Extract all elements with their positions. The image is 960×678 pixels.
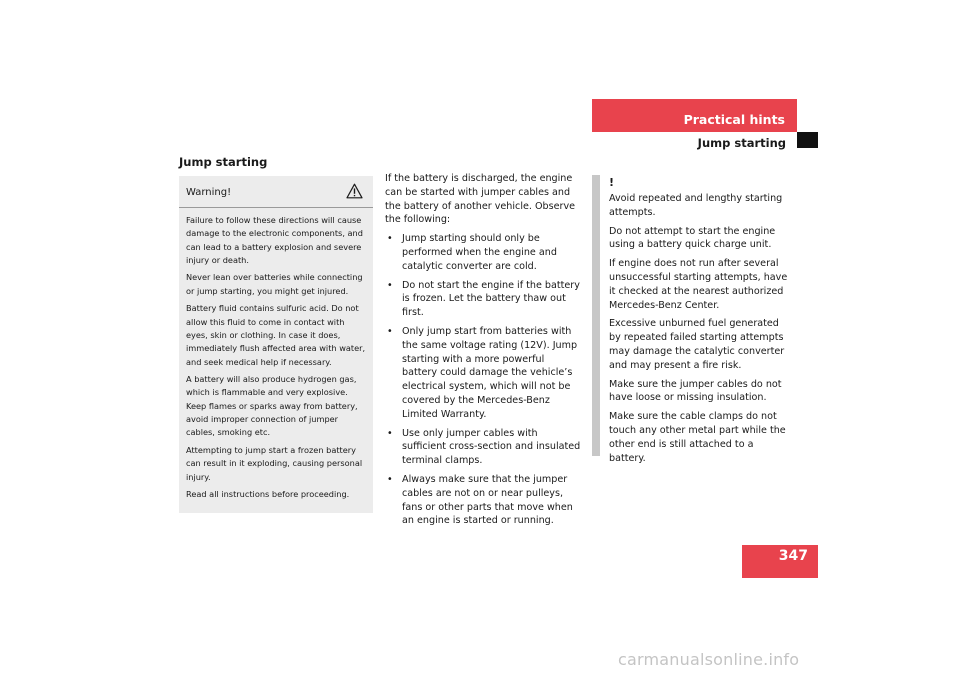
bullet-icon: • <box>387 325 393 337</box>
page-number: 347 <box>778 548 808 564</box>
bullet-icon: • <box>387 279 393 291</box>
list-item-text: Use only jumper cables with sufficient cross-section and insulated terminal clamps. <box>402 427 581 467</box>
main-text-column <box>385 172 582 533</box>
header-marker-block <box>797 132 818 148</box>
list-item <box>385 473 582 528</box>
chapter-header-bar <box>592 99 797 132</box>
note-body <box>609 192 792 470</box>
warning-body <box>179 208 373 501</box>
chapter-title: Practical hints <box>683 112 785 127</box>
warning-title: Warning! <box>186 187 232 198</box>
note-sidebar <box>592 175 600 456</box>
note-paragraph: Make sure the jumper cables do not have loose or missing insulation. <box>609 378 782 404</box>
list-item <box>385 427 582 468</box>
warning-header <box>179 176 373 208</box>
exclamation-icon: ! <box>609 176 615 189</box>
warning-paragraph: Attempting to jump start a frozen battery can result in it exploding, causing personal injury. <box>186 444 363 482</box>
watermark: carmanualsonline.info <box>618 650 800 669</box>
intro-paragraph: If the battery is discharged, the engine can be started with jumper cables and the battery of another vehicle. Observe the following: <box>385 173 576 226</box>
note-box <box>592 175 796 464</box>
bullet-icon: • <box>387 233 393 245</box>
note-paragraph: If engine does not run after several unsuccessful starting attempts, have it checked at the nearest authorized Mercedes-Benz Center. <box>609 258 788 311</box>
list-item <box>385 325 582 422</box>
list-item-text: Do not start the engine if the battery is frozen. Let the battery thaw out first. <box>402 279 580 319</box>
bullet-icon: • <box>387 473 393 485</box>
warning-paragraph: Battery fluid contains sulfuric acid. Do not allow this fluid to come in contact with eyes, skin or clothing. In case it does, immediately flush affected area with water, and seek medical help if necessary. <box>186 303 366 367</box>
warning-paragraph: Failure to follow these directions will cause damage to the electronic components, and can lead to a battery explosion and severe injury or death. <box>186 215 363 265</box>
note-paragraph: Make sure the cable clamps do not touch any other metal part while the other end is still attached to a battery. <box>609 411 786 464</box>
warning-box <box>179 176 373 513</box>
page-number-box <box>742 545 818 578</box>
section-title: Jump starting <box>179 155 268 169</box>
bullet-icon: • <box>387 427 393 439</box>
warning-paragraph: Read all instructions before proceeding. <box>186 489 350 500</box>
list-item-text: Jump starting should only be performed when the engine and catalytic converter are cold. <box>402 233 557 272</box>
warning-triangle-icon <box>346 183 363 203</box>
list-item <box>385 279 582 320</box>
list-item <box>385 232 582 273</box>
warning-paragraph: A battery will also produce hydrogen gas, which is flammable and very explosive. Keep flames or sparks away from battery, avoid improper connection of jumper cables, smoking etc. <box>186 374 358 438</box>
warning-paragraph: Never lean over batteries while connecting or jump starting, you might get injured. <box>186 272 363 296</box>
note-paragraph: Do not attempt to start the engine using a battery quick charge unit. <box>609 225 776 251</box>
list-item-text: Always make sure that the jumper cables are not on or near pulleys, fans or other parts that move when an engine is started or running. <box>402 473 573 527</box>
list-item-text: Only jump start from batteries with the same voltage rating (12V). Jump starting with a more powerful battery could damage the vehicle’s electrical system, which will not be covered by the Mercedes-Benz Limited Warranty. <box>402 325 578 420</box>
note-paragraph: Excessive unburned fuel generated by repeated failed starting attempts may damage the catalytic converter and may present a fire risk. <box>609 318 785 371</box>
instruction-list <box>385 232 582 528</box>
header-section-title: Jump starting <box>697 136 786 150</box>
note-paragraph: Avoid repeated and lengthy starting attempts. <box>609 193 783 218</box>
